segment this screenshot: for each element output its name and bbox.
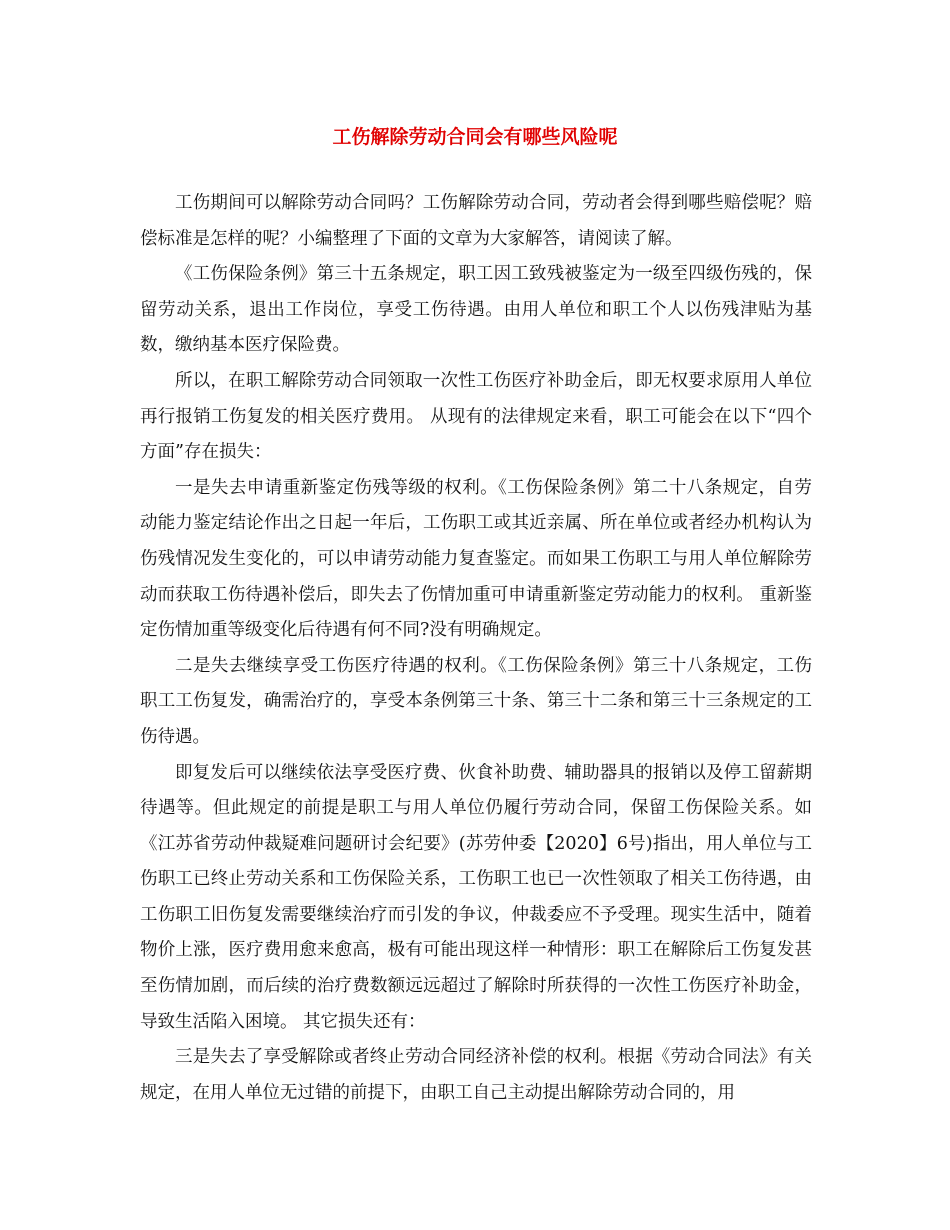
paragraph: 工伤期间可以解除劳动合同吗？工伤解除劳动合同，劳动者会得到哪些赔偿呢？赔偿标准是怎样的呢？小编整理了下面的文章为大家解答，请阅读了解。 — [140, 193, 812, 249]
paragraph: 一是失去申请重新鉴定伤残等级的权利。《工伤保险条例》第二十八条规定，自劳动能力鉴定结论作出之日起一年后，工伤职工或其近亲属、所在单位或者经办机构认为伤残情况发生变化的，可以申请劳动能力复查鉴定。而如果工伤职工与用人单位解除劳动而获取工伤待遇补偿后，即失去了伤情加重可申请重新鉴定劳动能力的权利。 重新鉴定伤情加重等级变化后待遇有何不同?没有明确规定。 — [140, 477, 812, 641]
paragraph: 所以，在职工解除劳动合同领取一次性工伤医疗补助金后，即无权要求原用人单位再行报销工伤复发的相关医疗费用。 从现有的法律规定来看，职工可能会在以下“四个方面”存在损失： — [140, 370, 812, 463]
paragraph: 即复发后可以继续依法享受医疗费、伙食补助费、辅助器具的报销以及停工留薪期待遇等。但此规定的前提是职工与用人单位仍履行劳动合同，保留工伤保险关系。如《江苏省劳动仲裁疑难问题研讨会纪要》(苏劳仲委【2020】6号)指出，用人单位与工伤职工已终止劳动关系和工伤保险关系，工伤职工也已一次性领取了相关工伤待遇，由工伤职工旧伤复发需要继续治疗而引发的争议，仲裁委应不予受理。现实生活中，随着物价上涨，医疗费用愈来愈高，极有可能出现这样一种情形：职工在解除后工伤复发甚至伤情加剧，而后续的治疗费数额远远超过了解除时所获得的一次性工伤医疗补助金，导致生活陷入困境。 其它损失还有： — [140, 762, 812, 1032]
paragraph: 《工伤保险条例》第三十五条规定，职工因工致残被鉴定为一级至四级伤残的，保留劳动关系，退出工作岗位，享受工伤待遇。由用人单位和职工个人以伤残津贴为基数，缴纳基本医疗保险费。 — [140, 264, 812, 356]
document-body — [140, 186, 812, 1111]
document-title: 工伤解除劳动合同会有哪些风险呢 — [332, 126, 618, 148]
paragraph: 二是失去继续享受工伤医疗待遇的权利。《工伤保险条例》第三十八条规定，工伤职工工伤复发，确需治疗的，享受本条例第三十条、第三十二条和第三十三条规定的工伤待遇。 — [140, 655, 812, 747]
paragraph: 三是失去了享受解除或者终止劳动合同经济补偿的权利。根据《劳动合同法》有关规定，在用人单位无过错的前提下，由职工自己主动提出解除劳动合同的，用 — [140, 1047, 812, 1103]
